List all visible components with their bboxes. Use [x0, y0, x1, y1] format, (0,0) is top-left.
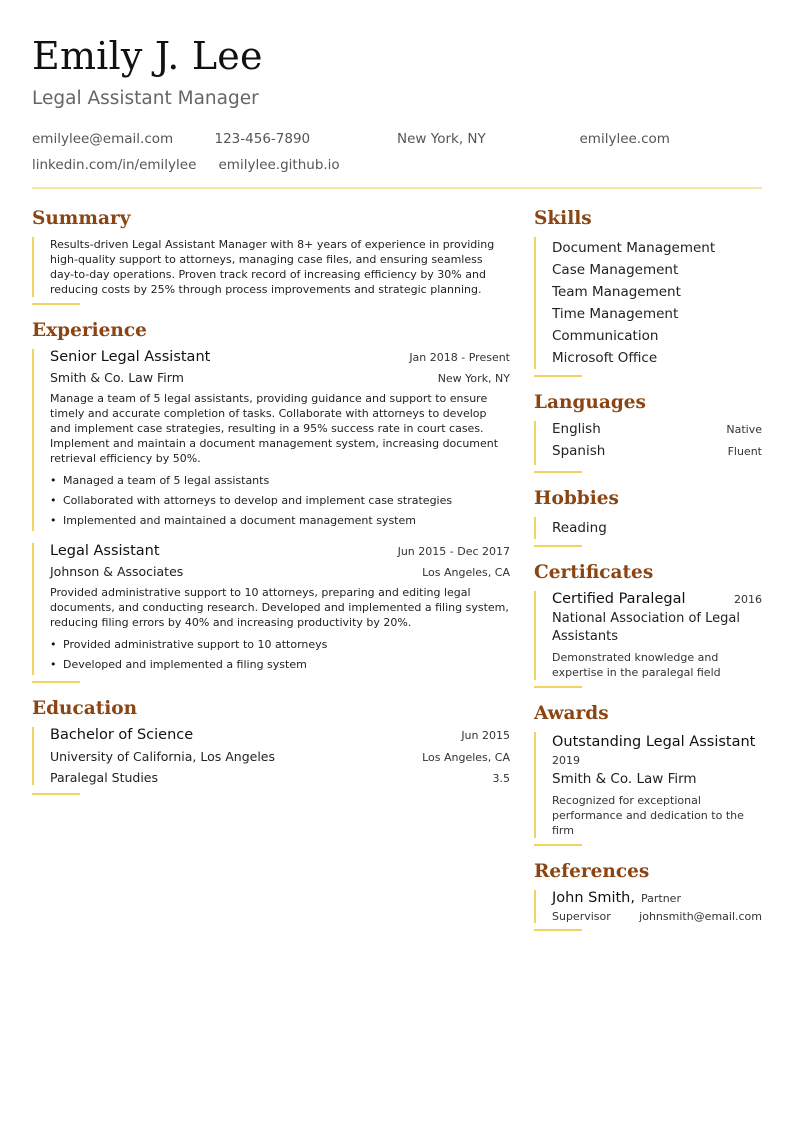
- job-title: Legal Assistant: [50, 543, 160, 559]
- contact-website[interactable]: emilylee.com: [579, 131, 670, 147]
- job-dates: Jan 2018 - Present: [409, 351, 510, 364]
- job-company: Smith & Co. Law Firm: [50, 370, 184, 385]
- list-item: • Collaborated with attorneys to develop and implement case strategies: [50, 491, 510, 511]
- contact-linkedin[interactable]: linkedin.com/in/emilylee: [32, 157, 197, 173]
- contact-info: [32, 126, 762, 178]
- bullet-icon: •: [50, 514, 57, 527]
- skill-item: Communication: [552, 328, 659, 344]
- contact-phone[interactable]: 123-456-7890: [214, 131, 311, 147]
- skill-item: Document Management: [552, 240, 716, 256]
- candidate-title: Legal Assistant Manager: [32, 88, 259, 109]
- section-divider: [32, 681, 80, 683]
- certificates-heading: Certificates: [534, 562, 654, 583]
- reference-email[interactable]: johnsmith@email.com: [639, 910, 762, 923]
- hobbies-heading: Hobbies: [534, 488, 619, 509]
- field-of-study: Paralegal Studies: [50, 770, 159, 785]
- job-dates: Jun 2015 - Dec 2017: [397, 545, 510, 558]
- contact-location: New York, NY: [397, 131, 486, 147]
- bullet-icon: •: [50, 474, 57, 487]
- job-description: Provided administrative support to 10 attorneys, preparing and editing legal documents, and conducting research. Developed and implemented a filing system, reducing filing errors by 40% and increasing productivity by 20%.: [50, 586, 509, 629]
- gpa: 3.5: [492, 772, 510, 785]
- reference-relation: Supervisor: [552, 910, 611, 923]
- list-item: • Managed a team of 5 legal assistants: [50, 471, 510, 491]
- right-column: [534, 205, 762, 943]
- section-divider: [32, 793, 80, 795]
- reference-name: John Smith,: [552, 890, 635, 906]
- education-section: [32, 727, 510, 785]
- awards-section: [534, 732, 762, 838]
- languages-section: [534, 421, 762, 465]
- header-divider: [32, 187, 762, 189]
- education-date: Jun 2015: [461, 729, 510, 742]
- section-divider: [534, 929, 582, 931]
- education-heading: Education: [32, 698, 138, 719]
- language-name: Spanish: [552, 443, 606, 459]
- certificate-name: Certified Paralegal: [552, 591, 686, 607]
- job-location: New York, NY: [437, 372, 510, 385]
- certificates-section: [534, 591, 762, 680]
- summary-heading: Summary: [32, 208, 131, 229]
- bullet-icon: •: [50, 638, 57, 651]
- contact-row: [32, 152, 762, 178]
- language-level: Native: [726, 423, 762, 436]
- job-title: Senior Legal Assistant: [50, 349, 211, 365]
- candidate-name: Emily J. Lee: [32, 34, 263, 78]
- skill-item: Time Management: [552, 306, 679, 322]
- list-item: • Provided administrative support to 10 attorneys: [50, 635, 510, 655]
- references-heading: References: [534, 861, 650, 882]
- job-company: Johnson & Associates: [50, 564, 184, 579]
- awards-heading: Awards: [534, 703, 609, 724]
- award-description: Recognized for exceptional performance and dedication to the firm: [552, 794, 744, 837]
- bullet-icon: •: [50, 494, 57, 507]
- bullet-icon: •: [50, 658, 57, 671]
- list-item: • Developed and implemented a filing system: [50, 655, 510, 675]
- job-entry: [50, 349, 510, 531]
- award-name: Outstanding Legal Assistant: [552, 734, 756, 750]
- skill-item: Microsoft Office: [552, 350, 658, 366]
- section-divider: [534, 545, 582, 547]
- experience-section: [32, 543, 510, 675]
- section-divider: [534, 844, 582, 846]
- award-org: Smith & Co. Law Firm: [552, 771, 697, 787]
- school: University of California, Los Angeles: [50, 749, 276, 764]
- reference-role: Partner: [640, 892, 681, 905]
- job-description: Manage a team of 5 legal assistants, providing guidance and support to ensure timely and accurate completion of tasks. Collaborate with attorneys to develop and implement case strategies, resulting in a 95% success rate in court cases. Implement and maintain a document management system, increasing document retrieval efficiency by 50%.: [50, 392, 499, 465]
- award-year: 2019: [552, 754, 580, 767]
- languages-heading: Languages: [534, 392, 646, 413]
- job-bullets: [50, 471, 510, 531]
- section-divider: [534, 471, 582, 473]
- left-column: [32, 205, 510, 807]
- contact-email[interactable]: emilylee@email.com: [32, 131, 174, 147]
- certificate-description: Demonstrated knowledge and expertise in the paralegal field: [552, 651, 721, 679]
- resume-page: [32, 0, 762, 1123]
- school-location: Los Angeles, CA: [422, 751, 510, 764]
- skill-item: Case Management: [552, 262, 679, 278]
- skills-section: [534, 237, 762, 369]
- certificate-year: 2016: [734, 593, 762, 606]
- summary-section: [32, 237, 510, 297]
- hobby-item: Reading: [552, 520, 607, 536]
- job-entry: [50, 543, 510, 675]
- experience-heading: Experience: [32, 320, 147, 341]
- experience-section: [32, 349, 510, 531]
- certificate-org: National Association of Legal Assistants: [552, 611, 740, 644]
- language-row: [552, 421, 762, 443]
- hobbies-section: [534, 517, 762, 539]
- language-level: Fluent: [727, 445, 762, 458]
- section-divider: [32, 303, 80, 305]
- language-name: English: [552, 421, 601, 437]
- skills-heading: Skills: [534, 208, 592, 229]
- contact-row: [32, 126, 762, 152]
- section-divider: [534, 686, 582, 688]
- language-row: [552, 443, 762, 465]
- section-divider: [534, 375, 582, 377]
- summary-text: Results-driven Legal Assistant Manager with 8+ years of experience in providing high-quality support to attorneys, managing case files, and ensuring seamless day-to-day operations. Proven track record of increasing efficiency by 30% and reducing costs by 25% through process improvements and strategic planning.: [50, 238, 495, 296]
- references-section: [534, 890, 762, 923]
- list-item: • Implemented and maintained a document management system: [50, 511, 510, 531]
- degree: Bachelor of Science: [50, 727, 194, 743]
- job-bullets: [50, 635, 510, 675]
- job-location: Los Angeles, CA: [422, 566, 510, 579]
- contact-github[interactable]: emilylee.github.io: [218, 157, 340, 173]
- skill-item: Team Management: [552, 284, 681, 300]
